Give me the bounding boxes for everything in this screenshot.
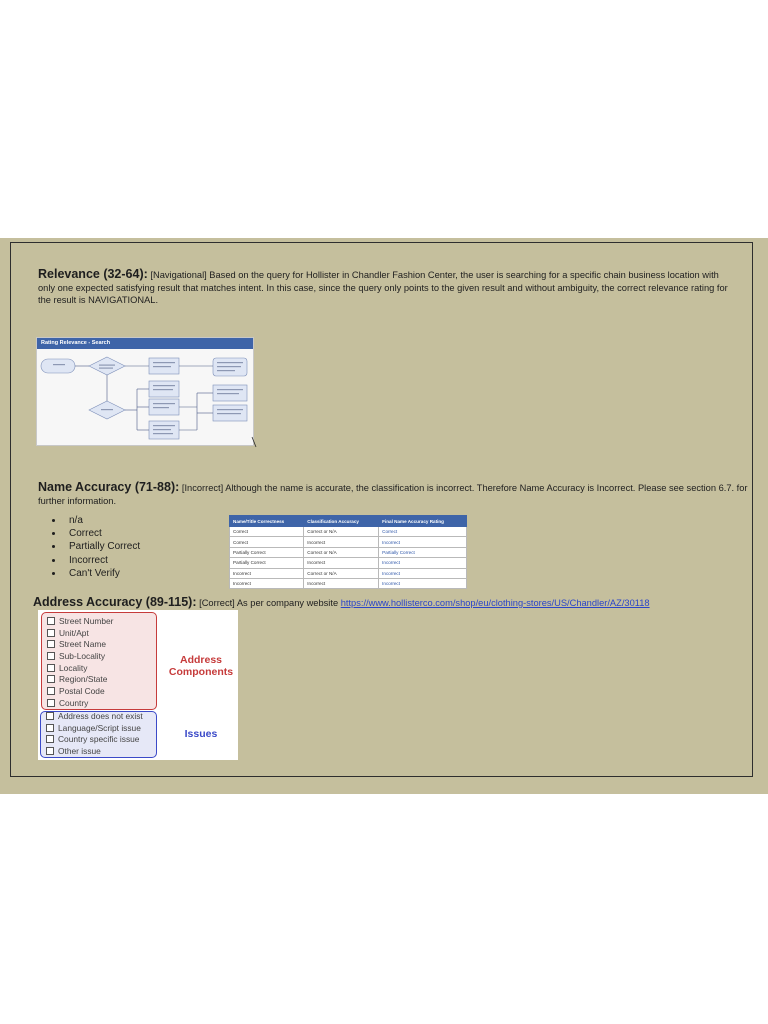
name-accuracy-section: Name Accuracy (71-88): [Incorrect] Although the name is accurate, the classification is incorrect. Therefore Name Accuracy is Incorrect. Please see section 6.7. for further information. <box>38 480 748 506</box>
table-cell: Partially Correct <box>230 558 304 568</box>
table-header: Final Name Accuracy Rating <box>379 516 467 527</box>
address-accuracy-text: [Correct] As per company website <box>199 598 339 608</box>
checkbox-icon[interactable] <box>47 664 55 672</box>
table-cell: Incorrect <box>304 558 379 568</box>
list-item: Incorrect <box>48 554 140 567</box>
table-cell: Correct or N/A <box>304 568 379 578</box>
address-components-panel <box>38 610 238 760</box>
list-item: Partially Correct <box>48 540 140 553</box>
company-website-link[interactable]: https://www.hollisterco.com/shop/eu/clothing-stores/US/Chandler/AZ/30118 <box>340 598 650 608</box>
issues-label: Issues <box>184 728 218 740</box>
address-accuracy-section: Address Accuracy (89-115): [Correct] As per company website https://www.hollisterco.com/shop/eu/clothing-stores/US/Chandler/AZ/30118 <box>33 595 650 609</box>
table-cell: Correct <box>379 527 467 537</box>
address-components-list <box>47 616 113 710</box>
table-cell: Incorrect <box>230 578 304 588</box>
list-item[interactable]: Street Name <box>47 639 113 651</box>
table-row <box>230 578 467 588</box>
checkbox-icon[interactable] <box>47 640 55 648</box>
checkbox-icon[interactable] <box>47 699 55 707</box>
checkbox-icon[interactable] <box>47 652 55 660</box>
list-item[interactable]: Country <box>47 698 113 710</box>
table-header: Classification Accuracy <box>304 516 379 527</box>
relevance-title: Relevance (32-64) <box>38 267 144 281</box>
checkbox-icon[interactable] <box>46 724 54 732</box>
list-item: Correct <box>48 527 140 540</box>
name-accuracy-title: Name Accuracy (71-88) <box>38 480 176 494</box>
checkbox-icon[interactable] <box>47 617 55 625</box>
checkbox-icon[interactable] <box>47 675 55 683</box>
table-cell: Incorrect <box>379 568 467 578</box>
table-cell: Correct or N/A <box>304 547 379 557</box>
flowchart-header: Rating Relevance - Search <box>37 338 253 349</box>
list-item[interactable]: Region/State <box>47 674 113 686</box>
name-accuracy-options <box>48 514 140 580</box>
flowchart-corner-mark <box>251 436 257 448</box>
checkbox-icon[interactable] <box>47 687 55 695</box>
table-row <box>230 547 467 557</box>
table-row <box>230 568 467 578</box>
address-components-label: Address Components <box>168 654 234 678</box>
list-item[interactable]: Other issue <box>46 746 143 758</box>
list-item[interactable]: Postal Code <box>47 686 113 698</box>
list-item[interactable]: Language/Script issue <box>46 723 143 735</box>
table-header-row <box>230 516 467 527</box>
table-cell: Incorrect <box>379 578 467 588</box>
table-cell: Incorrect <box>230 568 304 578</box>
list-item: Can't Verify <box>48 567 140 580</box>
address-accuracy-title: Address Accuracy (89-115) <box>33 595 193 609</box>
checkbox-icon[interactable] <box>46 747 54 755</box>
flowchart-diagram <box>37 349 253 445</box>
table-cell: Partially Correct <box>379 547 467 557</box>
address-components-box <box>41 612 157 710</box>
checkbox-icon[interactable] <box>47 629 55 637</box>
table-cell: Incorrect <box>379 558 467 568</box>
list-item[interactable]: Unit/Apt <box>47 628 113 640</box>
table-cell: Correct or N/A <box>304 527 379 537</box>
table-cell: Incorrect <box>304 578 379 588</box>
relevance-section: Relevance (32-64): [Navigational] Based on the query for Hollister in Chandler Fashion Center, the user is searching for a specific chain business location with only one expected satisfying result that matches intent. In this case, since the query only points to the given result and without ambiguity, the correct relevance rating for the result is NAVIGATIONAL. <box>38 267 728 305</box>
table-cell: Correct <box>230 527 304 537</box>
list-item[interactable]: Locality <box>47 663 113 675</box>
table-cell: Incorrect <box>379 537 467 547</box>
list-item[interactable]: Address does not exist <box>46 711 143 723</box>
list-item: n/a <box>48 514 140 527</box>
address-issues-box <box>40 711 157 758</box>
table-row <box>230 527 467 537</box>
table-cell: Incorrect <box>304 537 379 547</box>
table-row <box>230 537 467 547</box>
table-row <box>230 558 467 568</box>
table-cell: Correct <box>230 537 304 547</box>
name-accuracy-text: [Incorrect] Although the name is accurate, the classification is incorrect. Therefore Name Accuracy is Incorrect. Please see section 6.7. for further information. <box>38 483 748 506</box>
list-item[interactable]: Country specific issue <box>46 734 143 746</box>
checkbox-icon[interactable] <box>46 735 54 743</box>
address-issues-list <box>46 711 143 758</box>
list-item[interactable]: Sub-Locality <box>47 651 113 663</box>
relevance-text: [Navigational] Based on the query for Hollister in Chandler Fashion Center, the user is searching for a specific chain business location with only one expected satisfying result that matches intent. In this case, since the query only points to the given result and without ambiguity, the correct relevance rating for the result is NAVIGATIONAL. <box>38 270 728 305</box>
name-accuracy-table <box>229 515 467 589</box>
relevance-flowchart <box>36 337 254 446</box>
checkbox-icon[interactable] <box>46 712 54 720</box>
table-cell: Partially Correct <box>230 547 304 557</box>
table-header: Name/Title Correctness <box>230 516 304 527</box>
list-item[interactable]: Street Number <box>47 616 113 628</box>
